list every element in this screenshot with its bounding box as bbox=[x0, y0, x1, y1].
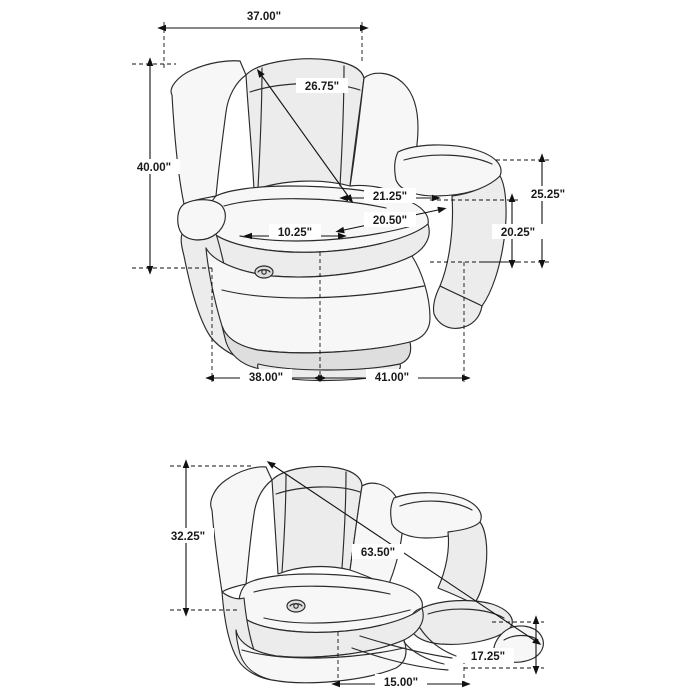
dim-base-depth-left: 38.00" bbox=[248, 372, 284, 384]
dim-footrest-height: 17.25" bbox=[470, 651, 506, 663]
dim-base-width: 15.00" bbox=[383, 677, 419, 689]
dim-arm-height: 25.25" bbox=[530, 189, 566, 201]
dim-overall-height: 40.00" bbox=[136, 162, 172, 174]
dim-overall-width: 37.00" bbox=[246, 11, 282, 23]
dim-seat-depth: 20.50" bbox=[372, 215, 408, 227]
upright-recliner-illustration bbox=[171, 59, 506, 381]
recliner-handle-icon-reclined bbox=[287, 600, 305, 612]
dim-seat-front: 10.25" bbox=[277, 227, 313, 239]
recliner-handle-icon bbox=[255, 266, 273, 278]
dim-back-height: 26.75" bbox=[304, 81, 340, 93]
dim-reclined-height: 32.25" bbox=[170, 531, 206, 543]
dim-seat-height: 20.25" bbox=[500, 227, 536, 239]
dim-seat-width: 21.25" bbox=[372, 191, 408, 203]
dim-extended-length: 63.50" bbox=[360, 547, 396, 559]
dim-base-depth-right: 41.00" bbox=[374, 372, 410, 384]
